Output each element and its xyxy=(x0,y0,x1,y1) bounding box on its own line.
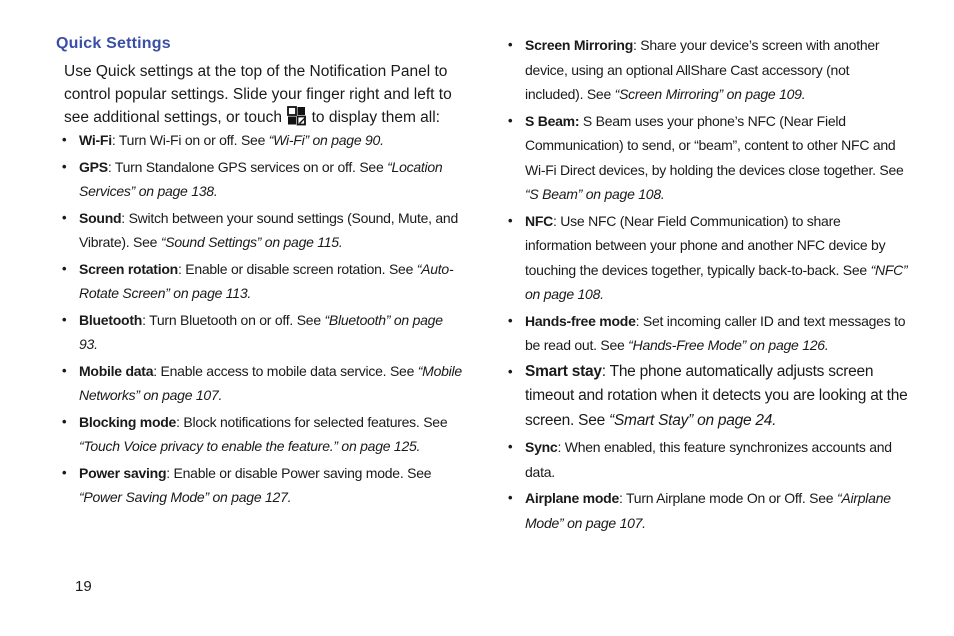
list-item xyxy=(508,33,908,107)
setting-description: : Enable or disable screen rotation. See xyxy=(177,260,417,277)
list-item xyxy=(508,209,908,307)
list-item xyxy=(508,109,908,207)
bullet-icon: • xyxy=(62,413,67,429)
setting-description: : The phone automatically adjusts screen timeout and rotation when it detects you are looking at the screen. See xyxy=(525,362,908,429)
bullet-icon: • xyxy=(62,311,67,327)
cross-reference-link[interactable]: “NFC” on page 108. xyxy=(525,261,908,302)
cross-reference-link[interactable]: “Wi-Fi” on page 90. xyxy=(268,132,384,148)
list-item xyxy=(62,257,462,306)
cross-reference-link[interactable]: “S Beam” on page 108. xyxy=(525,186,665,202)
setting-term: Screen rotation xyxy=(79,260,178,277)
setting-description: : Enable or disable Power saving mode. See xyxy=(166,464,432,481)
list-item xyxy=(62,359,462,408)
bullet-icon: • xyxy=(508,490,513,505)
setting-term: Mobile data xyxy=(79,362,154,379)
cross-reference-link[interactable]: “Location Services” on page 138. xyxy=(79,158,443,199)
setting-term: Hands-free mode xyxy=(525,312,636,329)
list-item xyxy=(508,486,908,535)
bullet-icon: • xyxy=(62,362,67,378)
setting-description: : Block notifications for selected features. See xyxy=(176,413,448,430)
intro-text: Use Quick settings at the top of the Notification Panel to control popular settings. Slide your finger right and left to see additional settings, or touch xyxy=(64,63,452,126)
setting-term: Power saving xyxy=(79,464,167,481)
bullet-icon: • xyxy=(62,209,67,225)
bullet-icon: • xyxy=(62,464,67,480)
list-item xyxy=(62,128,462,153)
setting-term: GPS xyxy=(79,158,108,175)
setting-description: : When enabled, this feature synchronizes accounts and data. xyxy=(525,439,892,480)
bullet-icon: • xyxy=(508,37,513,52)
list-item xyxy=(62,206,462,255)
setting-description: : Share your device’s screen with another device, using an optional AllShare Cast accessory (not included). See xyxy=(525,37,880,102)
bullet-icon: • xyxy=(62,158,67,174)
setting-term: Bluetooth xyxy=(79,311,143,328)
bullet-icon: • xyxy=(508,112,513,128)
cross-reference-link[interactable]: “Hands-Free Mode” on page 126. xyxy=(628,337,829,353)
setting-term: Smart stay xyxy=(525,362,602,380)
cross-reference-link[interactable]: “Mobile Networks” on page 107. xyxy=(79,362,462,403)
settings-list-left xyxy=(62,128,462,512)
setting-description: : Switch between your sound settings (Sound, Mute, and Vibrate). See xyxy=(79,209,459,250)
settings-list-right xyxy=(508,33,908,537)
list-item xyxy=(62,155,462,204)
list-item xyxy=(508,435,908,484)
intro-paragraph xyxy=(64,61,464,130)
list-item xyxy=(62,308,462,357)
setting-term: Wi-Fi xyxy=(79,132,112,148)
setting-description: : Turn Wi-Fi on or off. See xyxy=(111,132,269,148)
setting-description: : Turn Standalone GPS services on or off. See xyxy=(107,158,388,175)
cross-reference-link[interactable]: “Smart Stay” on page 24. xyxy=(609,411,777,429)
cross-reference-link[interactable]: “Power Saving Mode” on page 127. xyxy=(79,489,292,505)
bullet-icon: • xyxy=(62,260,67,276)
bullet-icon: • xyxy=(508,439,513,454)
setting-description: : Set incoming caller ID and text messages to be read out. See xyxy=(525,312,906,353)
setting-term: S Beam: xyxy=(525,112,580,129)
setting-description: : Turn Bluetooth on or off. See xyxy=(142,311,325,328)
cross-reference-link[interactable]: “Bluetooth” on page 93. xyxy=(79,311,443,352)
bullet-icon: • xyxy=(508,312,513,328)
setting-term: Sync xyxy=(525,439,558,455)
grid-edit-icon xyxy=(287,106,306,126)
setting-description: : Turn Airplane mode On or Off. See xyxy=(619,490,837,506)
intro-text-end: to display them all: xyxy=(307,109,440,126)
setting-description: : Enable access to mobile data service. See xyxy=(153,362,418,379)
setting-term: Blocking mode xyxy=(79,413,177,430)
setting-term: Sound xyxy=(79,209,122,226)
list-item xyxy=(62,410,462,459)
section-heading: Quick Settings xyxy=(56,35,171,52)
cross-reference-link[interactable]: “Touch Voice privacy to enable the feature.” on page 125. xyxy=(79,438,421,454)
cross-reference-link[interactable]: “Auto-Rotate Screen” on page 113. xyxy=(79,260,454,301)
setting-term: NFC xyxy=(525,212,554,229)
cross-reference-link[interactable]: “Screen Mirroring” on page 109. xyxy=(614,86,806,102)
bullet-icon: • xyxy=(508,363,513,379)
setting-term: Screen Mirroring xyxy=(525,37,634,53)
list-item xyxy=(62,461,462,510)
cross-reference-link[interactable]: “Sound Settings” on page 115. xyxy=(160,234,343,250)
list-item xyxy=(508,309,908,358)
page-number: 19 xyxy=(75,578,92,595)
cross-reference-link[interactable]: “Airplane Mode” on page 107. xyxy=(525,490,891,531)
list-item xyxy=(508,360,908,434)
setting-term: Airplane mode xyxy=(525,490,619,506)
bullet-icon: • xyxy=(62,132,67,147)
setting-description: : Use NFC (Near Field Communication) to share information between your phone and another NFC device by touching the devices together, typically back-to-back. See xyxy=(525,212,886,278)
bullet-icon: • xyxy=(508,212,513,228)
setting-description: S Beam uses your phone’s NFC (Near Field Communication) to send, or “beam”, content to other NFC and Wi-Fi Direct devices, by holding the devices close together. See xyxy=(525,112,904,178)
